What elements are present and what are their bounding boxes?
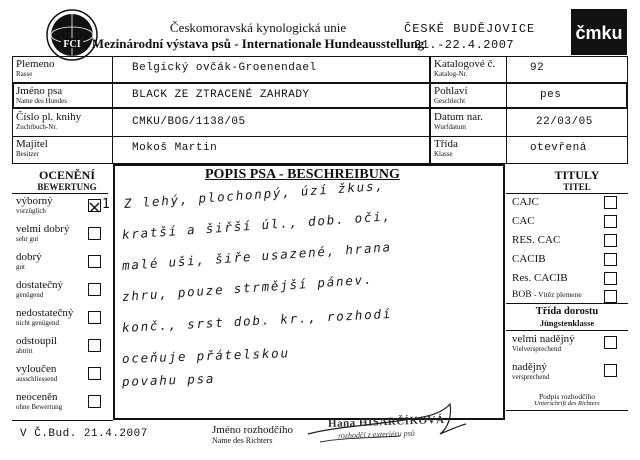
name-sub: Name des Hundes (16, 97, 67, 105)
grade-sub: nicht genügend (16, 319, 59, 327)
studbook-label: Číslo pl. knihy (16, 111, 82, 123)
show-dates: 21.-22.4.2007 (414, 38, 515, 52)
checkbox-youth[interactable] (604, 336, 617, 349)
checkbox-title[interactable] (604, 272, 617, 285)
youth-title: Třída dorostu (535, 306, 599, 317)
grade-sub: sehr gut (16, 235, 39, 243)
sex-sub: Geschlecht (434, 97, 466, 105)
title-label: CACIB (512, 253, 546, 265)
owner-value: Mokoš Martin (132, 142, 218, 154)
youth-subtitle: Jüngstenklasse (539, 318, 595, 328)
checkbox-bob[interactable] (604, 290, 617, 303)
grade-sub: abtritt (16, 347, 33, 355)
grade-sub: vorzüglich (16, 207, 46, 215)
grade-label: neoceněn (16, 391, 58, 403)
studbook-value: CMKU/BOG/1138/05 (132, 116, 246, 128)
checkbox-grade[interactable] (88, 199, 101, 212)
fci-logo-text: FCI (63, 39, 81, 50)
handwritten-line: konč., srst dob. kr., rozhodí (121, 305, 393, 335)
sex-value: pes (540, 89, 562, 101)
class-value: otevřená (530, 142, 587, 154)
checkbox-title[interactable] (604, 196, 617, 209)
name-row-frame (12, 82, 628, 109)
titles-title: TITULY (554, 168, 600, 182)
grade-label: nedostatečný (16, 307, 74, 319)
handwritten-line: zhru, pouze strmější pánev. (121, 271, 374, 304)
checkbox-grade[interactable] (88, 283, 101, 296)
check-mark-icon (89, 202, 100, 213)
judge-signature-label: Podpis rozhodčího (538, 392, 596, 401)
dob-sub: Wurfdatum (434, 123, 466, 131)
grade-sub: genügend (16, 291, 44, 299)
show-title: Mezinárodní výstava psů - Internationale Hundeausstellung (91, 36, 425, 51)
checkbox-grade[interactable] (88, 339, 101, 352)
catalog-label: Katalogové č. (434, 58, 496, 70)
checkbox-youth[interactable] (604, 364, 617, 377)
breed-value: Belgický ovčák-Groenendael (132, 62, 317, 74)
judge-stamp-name: Hana HISARČÍKOVÁ (327, 413, 445, 431)
checkbox-title[interactable] (604, 253, 617, 266)
title-label: RES. CAC (512, 234, 561, 246)
handwritten-line: oceňuje přátelskou (121, 345, 291, 366)
handwritten-line: kratší a šiřší úl., dob. oči, (121, 208, 393, 242)
title-label: Res. CACIB (512, 272, 568, 284)
judge-stamp-role: rozhodčí z exteriéru psů (337, 428, 415, 441)
youth-sub: versprechend (512, 373, 550, 381)
youth-label: nadějný (512, 361, 547, 373)
bob-text: BOB (512, 290, 532, 300)
youth-sub: Vielversprechend (512, 345, 561, 353)
grade-sub: ohne Bewertung (16, 403, 63, 411)
checkbox-grade[interactable] (88, 311, 101, 324)
owner-label: Majitel (16, 138, 48, 150)
grade-mark: 1 (102, 197, 110, 212)
breed-sub: Rasse (16, 70, 33, 78)
grade-sub: ausschliessend (16, 375, 58, 383)
dob-value: 22/03/05 (536, 116, 593, 128)
club-name: Českomoravská kynologická unie (169, 20, 347, 35)
title-label: CAJC (512, 196, 539, 208)
titles-subtitle: TITEL (563, 182, 591, 192)
description-title: POPIS PSA - BESCHREIBUNG (205, 167, 400, 182)
bob-sub: - Vítěz plemene (533, 290, 582, 299)
judge-signature (300, 398, 470, 448)
checkbox-grade[interactable] (88, 255, 101, 268)
grade-label: velmi dobrý (16, 223, 70, 235)
owner-sub: Besitzer (16, 150, 39, 158)
judge-signature-sub: Unterschrift des Richters (534, 400, 600, 407)
studbook-sub: Zuchtbuch-Nr. (16, 123, 58, 131)
handwritten-line: povahu psa (121, 370, 216, 389)
youth-label: velmi nadějný (512, 333, 575, 345)
checkbox-grade[interactable] (88, 227, 101, 240)
name-value: BLACK ZE ZTRACENÉ ZAHRADY (132, 89, 310, 101)
bob-label (512, 290, 582, 300)
checkbox-grade[interactable] (88, 395, 101, 408)
grade-label: dobrý (16, 251, 42, 263)
class-sub: Klasse (434, 150, 453, 158)
name-label: Jméno psa (16, 85, 63, 97)
handwritten-line: malé uši, šiře usazené, hrana (121, 239, 393, 273)
checkbox-title[interactable] (604, 215, 617, 228)
fci-logo (44, 8, 100, 62)
grading-title: OCENĚNÍ (38, 168, 95, 182)
judge-name-sub: Name des Richters (212, 436, 273, 445)
checkbox-title[interactable] (604, 234, 617, 247)
checkbox-grade[interactable] (88, 367, 101, 380)
grade-sub: gut (16, 263, 25, 271)
grade-label: dostatečný (16, 279, 64, 291)
grade-label: vyloučen (16, 363, 57, 375)
grade-label: výborný (16, 195, 53, 207)
dob-label: Datum nar. (434, 111, 483, 123)
grade-label: odstoupil (16, 335, 57, 347)
breed-label: Plemeno (16, 58, 55, 70)
show-city: ČESKÉ BUDĚJOVICE (404, 22, 536, 36)
grading-subtitle: BEWERTUNG (37, 182, 97, 192)
place-date: V Č.Bud. 21.4.2007 (20, 428, 148, 440)
title-label: CAC (512, 215, 535, 227)
catalog-value: 92 (530, 62, 545, 74)
cmku-logo-text: čmku (575, 23, 623, 43)
judge-name-label: Jméno rozhodčího (212, 424, 293, 436)
catalog-sub: Katalog-Nr. (434, 70, 468, 78)
sex-label: Pohlaví (434, 85, 468, 97)
class-label: Třída (434, 138, 458, 150)
cmku-logo (570, 8, 628, 56)
handwritten-line: Z lehý, plochonpý, úzí žkus, (123, 177, 386, 211)
